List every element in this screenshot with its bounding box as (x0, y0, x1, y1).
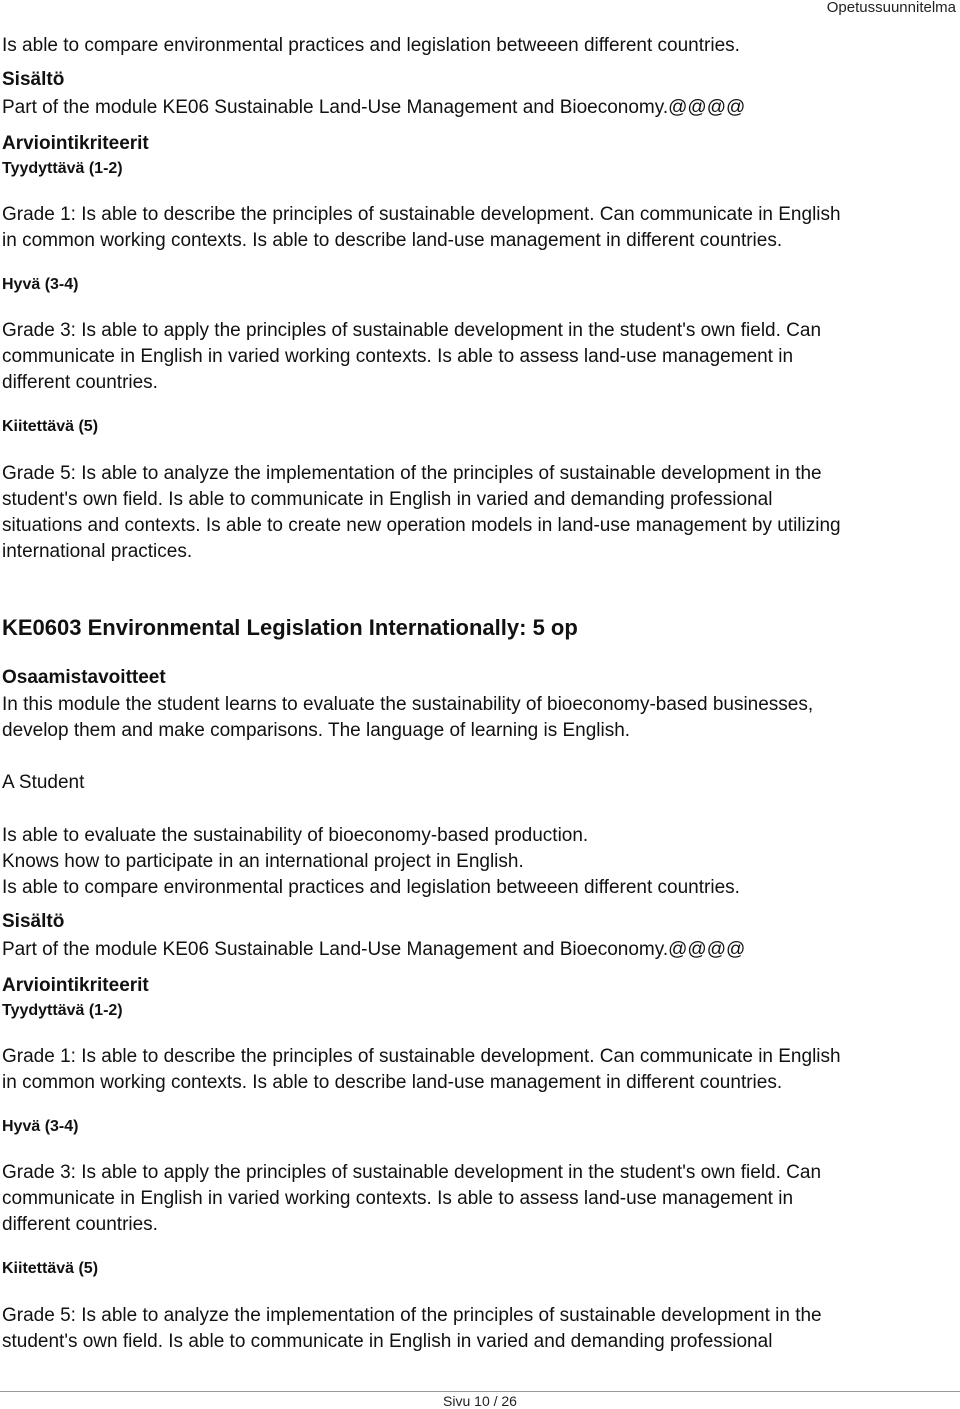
top-excellent-line: situations and contexts. Is able to create new operation models in land-use management by utilizing (2, 515, 841, 536)
top-good-line: communicate in English in varied working contexts. Is able to assess land-use management in (2, 346, 794, 367)
module-content-heading: Sisältö (2, 911, 65, 932)
top-excellent-heading: Kiitettävä (5) (2, 418, 99, 435)
module-good-line: different countries. (2, 1214, 158, 1235)
top-satisfactory-heading: Tyydyttävä (1-2) (2, 160, 123, 177)
module-satisfactory-line: Grade 1: Is able to describe the principles of sustainable development. Can communicate in English (2, 1046, 841, 1067)
student-line: Is able to compare environmental practices and legislation betweeen different countries. (2, 877, 740, 898)
module-good-line: communicate in English in varied working contexts. Is able to assess land-use management in (2, 1188, 794, 1209)
module-excellent-heading: Kiitettävä (5) (2, 1260, 99, 1277)
module-good-line: Grade 3: Is able to apply the principles of sustainable development in the student's own field. Can (2, 1162, 822, 1183)
student-line: Knows how to participate in an international project in English. (2, 851, 524, 872)
top-excellent-line: Grade 5: Is able to analyze the implementation of the principles of sustainable development in the (2, 463, 822, 484)
top-good-line: different countries. (2, 372, 158, 393)
module-excellent-line: student's own field. Is able to communicate in English in varied and demanding professional (2, 1331, 773, 1352)
top-satisfactory-line: in common working contexts. Is able to describe land-use management in different countries. (2, 230, 783, 251)
module-content-text: Part of the module KE06 Sustainable Land-Use Management and Bioeconomy.@@@@ (2, 939, 746, 960)
module-criteria-heading: Arviointikriteerit (2, 975, 149, 996)
module-satisfactory-heading: Tyydyttävä (1-2) (2, 1002, 123, 1019)
top-text-line: Is able to compare environmental practices and legislation betweeen different countries. (2, 35, 740, 56)
document-type-header: Opetussuunnitelma (826, 0, 956, 16)
objectives-line: develop them and make comparisons. The language of learning is English. (2, 720, 631, 741)
top-satisfactory-line: Grade 1: Is able to describe the principles of sustainable development. Can communicate in English (2, 204, 841, 225)
student-label: A Student (2, 772, 85, 793)
top-criteria-heading: Arviointikriteerit (2, 133, 149, 154)
module-good-heading: Hyvä (3-4) (2, 1118, 79, 1135)
top-good-line: Grade 3: Is able to apply the principles of sustainable development in the student's own field. Can (2, 320, 822, 341)
top-good-heading: Hyvä (3-4) (2, 276, 79, 293)
objectives-line: In this module the student learns to evaluate the sustainability of bioeconomy-based businesses, (2, 694, 814, 715)
footer-divider (0, 1391, 960, 1392)
top-excellent-line: international practices. (2, 541, 193, 562)
module-excellent-line: Grade 5: Is able to analyze the implementation of the principles of sustainable development in the (2, 1305, 822, 1326)
objectives-heading: Osaamistavoitteet (2, 667, 166, 688)
page-number: Sivu 10 / 26 (443, 1393, 517, 1409)
top-content-text: Part of the module KE06 Sustainable Land-Use Management and Bioeconomy.@@@@ (2, 97, 746, 118)
top-content-heading: Sisältö (2, 69, 65, 90)
module-title: KE0603 Environmental Legislation Internationally: 5 op (2, 615, 578, 640)
top-excellent-line: student's own field. Is able to communicate in English in varied and demanding professional (2, 489, 773, 510)
module-satisfactory-line: in common working contexts. Is able to describe land-use management in different countries. (2, 1072, 783, 1093)
student-line: Is able to evaluate the sustainability of bioeconomy-based production. (2, 825, 589, 846)
